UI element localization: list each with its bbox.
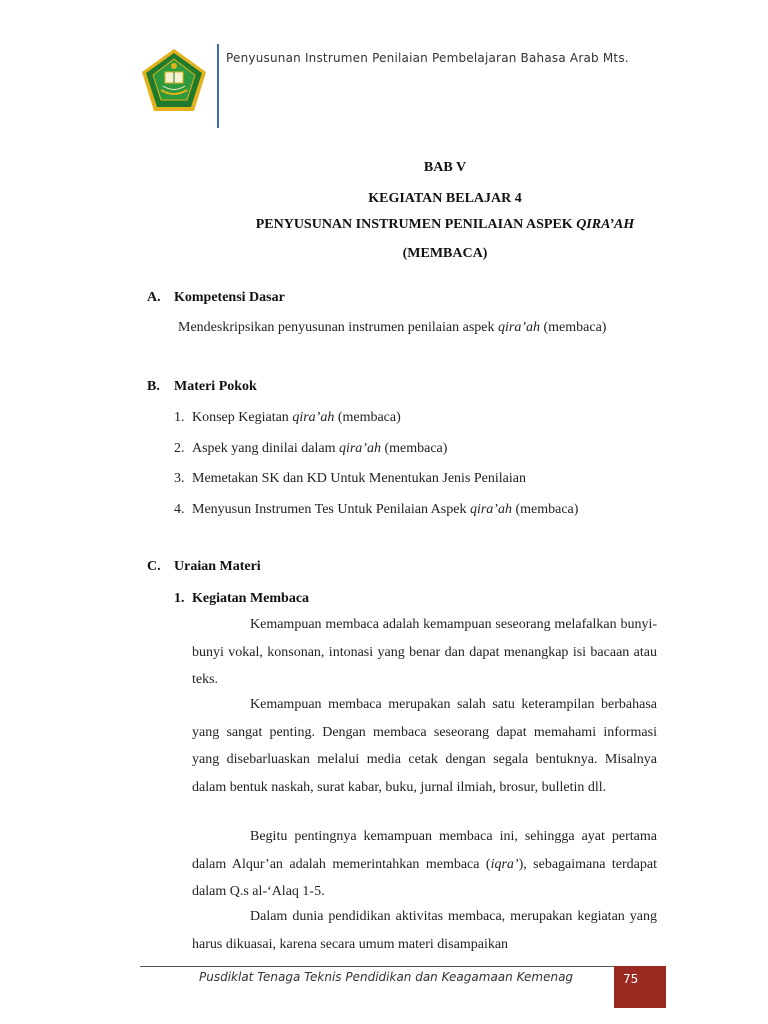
chapter-title: BAB V xyxy=(423,160,467,175)
section-b-heading: B. Materi Pokok xyxy=(147,379,257,394)
section-c-heading: C. Uraian Materi xyxy=(147,559,261,574)
section-a-heading: A. Kompetensi Dasar xyxy=(147,290,285,305)
list-item: 1. Konsep Kegiatan qira’ah (membaca) xyxy=(174,410,401,425)
header-divider xyxy=(217,44,219,128)
list-item: 4. Menyusun Instrumen Tes Untuk Penilaian Aspek qira’ah (membaca) xyxy=(174,502,579,517)
paragraph-3: Begitu pentingnya kemampuan membaca ini, sehingga ayat pertama dalam Alqur’an adalah memerintahkan membaca (iqra’), sebagaimana terdapat dalam Q.s al-‘Alaq 1-5. xyxy=(192,829,657,899)
footer-divider xyxy=(140,966,666,967)
list-item: 2. Aspek yang dinilai dalam qira’ah (membaca) xyxy=(174,441,448,456)
paragraph-1: Kemampuan membaca adalah kemampuan seseorang melafalkan bunyi-bunyi vokal, konsonan, intonasi yang benar dan dapat menangkap isi bacaan atau teks. xyxy=(192,617,657,687)
main-title-paren: (MEMBACA) xyxy=(402,246,488,261)
running-header: Penyusunan Instrumen Penilaian Pembelajaran Bahasa Arab Mts. xyxy=(226,51,629,65)
kemenag-emblem-icon xyxy=(141,48,207,112)
activity-title: KEGIATAN BELAJAR 4 xyxy=(368,191,522,206)
kemenag-logo xyxy=(141,48,207,112)
main-title: PENYUSUNAN INSTRUMEN PENILAIAN ASPEK QIRA’AH xyxy=(255,217,635,232)
paragraph-4: Dalam dunia pendidikan aktivitas membaca, merupakan kegiatan yang harus dikuasai, karena secara umum materi disampaikan xyxy=(192,909,657,952)
section-a-text: Mendeskripsikan penyusunan instrumen penilaian aspek qira’ah (membaca) xyxy=(178,320,607,335)
page-number: 75 xyxy=(614,966,666,1008)
subsection-heading: 1. Kegiatan Membaca xyxy=(174,591,310,606)
paragraph-2: Kemampuan membaca merupakan salah satu keterampilan berbahasa yang sangat penting. Dengan membaca seseorang dapat memahami informasi yang disebarluaskan melalui media cetak dengan segala bentuknya. Misalnya dalam bentuk naskah, surat kabar, buku, jurnal ilmiah, brosur, bulletin dll. xyxy=(192,697,657,795)
footer-text: Pusdiklat Tenaga Teknis Pendidikan dan Keagamaan Kemenag xyxy=(199,970,574,984)
list-item: 3. Memetakan SK dan KD Untuk Menentukan Jenis Penilaian xyxy=(174,471,526,486)
